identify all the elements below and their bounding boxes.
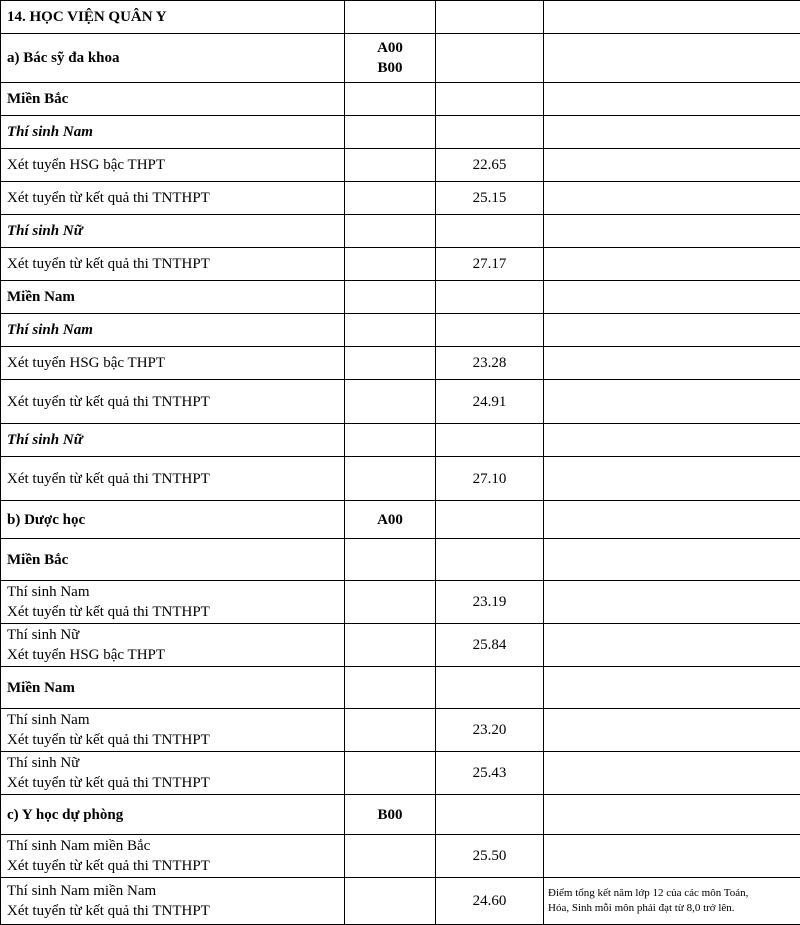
score-cell [436, 314, 544, 347]
program-text: Xét tuyển HSG bậc THPT [7, 645, 338, 665]
program-text: Xét tuyển từ kết quả thi TNTHPT [7, 602, 338, 622]
table-row [1, 281, 800, 314]
subject-combination-cell [345, 539, 436, 581]
table-row [1, 835, 800, 878]
subject-combination-text: B00 [351, 58, 429, 78]
note-cell [544, 501, 800, 539]
subject-combination-cell [345, 149, 436, 182]
subject-combination-text: A00 [351, 510, 429, 530]
subject-combination-cell [345, 248, 436, 281]
program-text: Xét tuyển từ kết quả thi TNTHPT [7, 730, 338, 750]
score-cell: 22.65 [436, 149, 544, 182]
program-cell [1, 835, 345, 878]
program-text: b) Dược học [7, 510, 338, 530]
program-cell [1, 248, 345, 281]
table-row [1, 667, 800, 709]
program-text: c) Y học dự phòng [7, 805, 338, 825]
score-cell [436, 34, 544, 83]
score-cell: 24.60 [436, 878, 544, 925]
program-text: 14. HỌC VIỆN QUÂN Y [7, 7, 338, 27]
program-text: Thí sinh Nam [7, 122, 338, 142]
program-cell [1, 116, 345, 149]
program-cell [1, 624, 345, 667]
program-cell [1, 795, 345, 835]
table-row [1, 581, 800, 624]
subject-combination-cell [345, 116, 436, 149]
subject-combination-cell [345, 215, 436, 248]
note-text: Hóa, Sinh mỗi môn phải đạt từ 8,0 trở lên. [548, 901, 794, 916]
program-cell [1, 457, 345, 501]
table-row [1, 501, 800, 539]
table-row [1, 795, 800, 835]
program-text: Thí sinh Nữ [7, 430, 338, 450]
table-row [1, 347, 800, 380]
subject-combination-cell [345, 34, 436, 83]
program-text: Thí sinh Nam miền Nam [7, 881, 338, 901]
subject-combination-cell [345, 835, 436, 878]
program-cell [1, 667, 345, 709]
program-text: Thí sinh Nữ [7, 753, 338, 773]
program-text: Xét tuyển từ kết quả thi TNTHPT [7, 773, 338, 793]
subject-combination-cell [345, 347, 436, 380]
program-text: Xét tuyển từ kết quả thi TNTHPT [7, 901, 338, 921]
program-text: Xét tuyển HSG bậc THPT [7, 353, 338, 373]
subject-combination-cell [345, 752, 436, 795]
program-text: Xét tuyển HSG bậc THPT [7, 155, 338, 175]
program-cell [1, 182, 345, 215]
table-row [1, 314, 800, 347]
program-cell [1, 149, 345, 182]
program-text: Miền Nam [7, 678, 338, 698]
note-cell [544, 314, 800, 347]
subject-combination-cell [345, 878, 436, 925]
score-cell: 23.19 [436, 581, 544, 624]
subject-combination-cell [345, 424, 436, 457]
program-text: Miền Bắc [7, 89, 338, 109]
program-cell [1, 581, 345, 624]
table-body [1, 1, 800, 925]
note-cell [544, 581, 800, 624]
program-text: Xét tuyển từ kết quả thi TNTHPT [7, 254, 338, 274]
score-cell: 24.91 [436, 380, 544, 424]
note-cell [544, 116, 800, 149]
program-cell [1, 539, 345, 581]
table-row [1, 624, 800, 667]
note-cell [544, 281, 800, 314]
program-cell [1, 709, 345, 752]
table-row [1, 1, 800, 34]
score-cell: 23.28 [436, 347, 544, 380]
score-cell: 23.20 [436, 709, 544, 752]
subject-combination-cell [345, 709, 436, 752]
program-text: Miền Nam [7, 287, 338, 307]
note-cell [544, 424, 800, 457]
subject-combination-cell [345, 501, 436, 539]
program-text: Thí sinh Nam [7, 582, 338, 602]
program-text: Xét tuyển từ kết quả thi TNTHPT [7, 188, 338, 208]
score-cell: 25.84 [436, 624, 544, 667]
program-text: Miền Bắc [7, 550, 338, 570]
subject-combination-cell [345, 182, 436, 215]
note-text: Điểm tổng kết năm lớp 12 của các môn Toán, [548, 886, 794, 901]
note-cell [544, 149, 800, 182]
note-cell [544, 380, 800, 424]
program-text: Thí sinh Nam [7, 320, 338, 340]
note-cell [544, 539, 800, 581]
subject-combination-cell [345, 1, 436, 34]
table-row [1, 248, 800, 281]
score-cell [436, 539, 544, 581]
table-row [1, 34, 800, 83]
score-cell [436, 1, 544, 34]
note-cell [544, 347, 800, 380]
subject-combination-text: B00 [351, 805, 429, 825]
program-cell [1, 501, 345, 539]
note-cell [544, 182, 800, 215]
score-cell [436, 116, 544, 149]
score-cell [436, 215, 544, 248]
note-cell [544, 1, 800, 34]
program-text: Xét tuyển từ kết quả thi TNTHPT [7, 856, 338, 876]
score-cell [436, 424, 544, 457]
program-text: Thí sinh Nam miền Bắc [7, 836, 338, 856]
note-cell [544, 835, 800, 878]
score-cell [436, 281, 544, 314]
note-cell [544, 667, 800, 709]
table-row [1, 457, 800, 501]
table-row [1, 539, 800, 581]
score-cell: 27.10 [436, 457, 544, 501]
score-cell: 27.17 [436, 248, 544, 281]
subject-combination-cell [345, 380, 436, 424]
program-cell [1, 281, 345, 314]
program-text: Thí sinh Nữ [7, 625, 338, 645]
score-cell: 25.50 [436, 835, 544, 878]
note-cell [544, 795, 800, 835]
program-cell [1, 1, 345, 34]
score-cell: 25.15 [436, 182, 544, 215]
program-text: Thí sinh Nam [7, 710, 338, 730]
table-row [1, 709, 800, 752]
program-cell [1, 424, 345, 457]
table-row [1, 149, 800, 182]
program-cell [1, 347, 345, 380]
score-cell: 25.43 [436, 752, 544, 795]
note-cell [544, 709, 800, 752]
program-cell [1, 83, 345, 116]
note-cell [544, 878, 800, 925]
program-text: a) Bác sỹ đa khoa [7, 48, 338, 68]
subject-combination-cell [345, 581, 436, 624]
table-row [1, 116, 800, 149]
note-cell [544, 215, 800, 248]
score-cell [436, 501, 544, 539]
subject-combination-cell [345, 667, 436, 709]
subject-combination-cell [345, 624, 436, 667]
program-text: Xét tuyển từ kết quả thi TNTHPT [7, 469, 338, 489]
note-cell [544, 457, 800, 501]
score-cell [436, 795, 544, 835]
program-cell [1, 380, 345, 424]
program-cell [1, 215, 345, 248]
program-text: Xét tuyển từ kết quả thi TNTHPT [7, 392, 338, 412]
score-cell [436, 83, 544, 116]
score-cell [436, 667, 544, 709]
subject-combination-cell [345, 457, 436, 501]
table-row [1, 878, 800, 925]
program-cell [1, 878, 345, 925]
program-text: Thí sinh Nữ [7, 221, 338, 241]
program-cell [1, 314, 345, 347]
subject-combination-text: A00 [351, 38, 429, 58]
note-cell [544, 624, 800, 667]
subject-combination-cell [345, 795, 436, 835]
subject-combination-cell [345, 281, 436, 314]
note-cell [544, 83, 800, 116]
table-row [1, 83, 800, 116]
note-cell [544, 248, 800, 281]
table-row [1, 752, 800, 795]
table-row [1, 424, 800, 457]
table-row [1, 182, 800, 215]
subject-combination-cell [345, 83, 436, 116]
note-cell [544, 752, 800, 795]
table-row [1, 380, 800, 424]
program-cell [1, 34, 345, 83]
table-row [1, 215, 800, 248]
subject-combination-cell [345, 314, 436, 347]
program-cell [1, 752, 345, 795]
note-cell [544, 34, 800, 83]
